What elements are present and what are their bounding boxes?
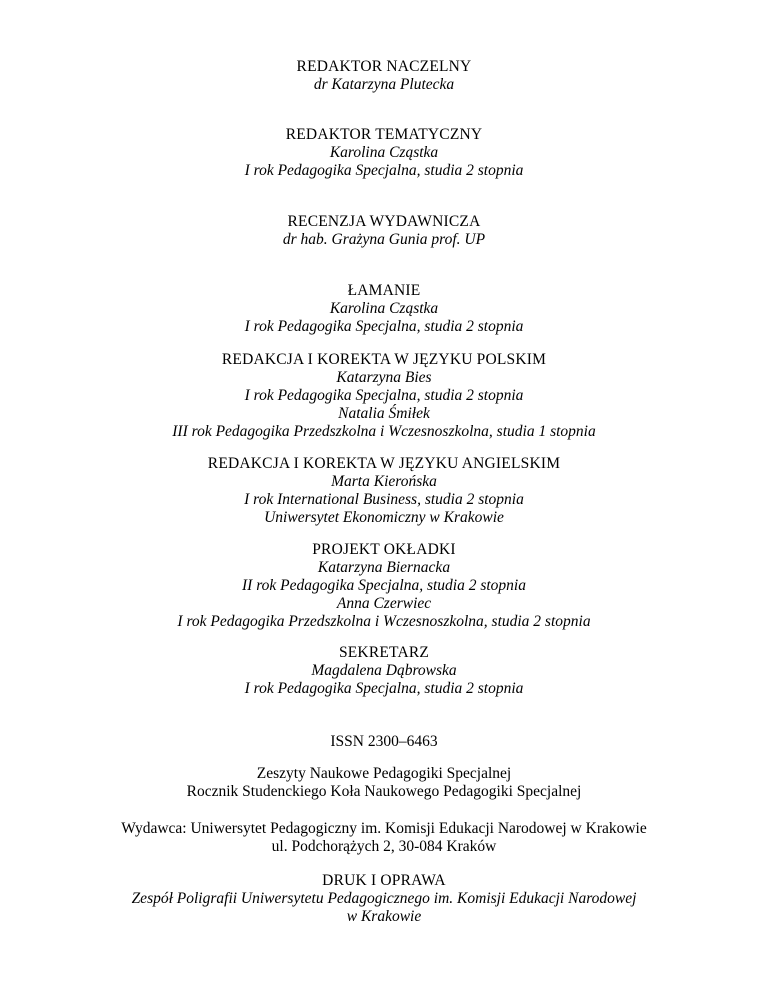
person-affiliation: I rok Pedagogika Specjalna, studia 2 stopnia [244,162,524,179]
printer-location: w Krakowie [346,908,422,925]
person-name: Katarzyna Biernacka [317,559,451,576]
publisher-address: ul. Podchorążych 2, 30-084 Kraków [271,838,497,855]
section-secretary [0,644,768,698]
section-heading: PROJEKT OKŁADKI [312,541,456,558]
section-thematic-editor [0,126,768,180]
person-name: Katarzyna Bies [336,369,432,386]
person-name: Natalia Śmiłek [338,405,430,422]
person-affiliation: III rok Pedagogika Przedszkolna i Wczesnoszkolna, studia 1 stopnia [172,423,596,440]
person-affiliation: I rok Pedagogika Specjalna, studia 2 stopnia [244,387,524,404]
person-affiliation: Uniwersytet Ekonomiczny w Krakowie [264,509,504,526]
person-name: Magdalena Dąbrowska [311,662,457,679]
section-heading: REDAKCJA I KOREKTA W JĘZYKU POLSKIM [221,351,547,368]
person-name: Karolina Cząstka [329,144,439,161]
section-publisher-review [0,213,768,249]
section-heading: DRUK I OPRAWA [322,872,446,889]
person-name: dr hab. Grażyna Gunia prof. UP [282,231,486,248]
person-affiliation: I rok International Business, studia 2 stopnia [244,491,524,508]
issn-text: ISSN 2300–6463 [330,733,438,750]
section-printing [0,872,768,926]
person-affiliation: I rok Pedagogika Specjalna, studia 2 stopnia [244,318,524,335]
person-affiliation: I rok Pedagogika Przedszkolna i Wczesnoszkolna, studia 2 stopnia [177,613,591,630]
section-polish-editing [0,351,768,441]
section-heading: ŁAMANIE [347,282,421,299]
section-heading: SEKRETARZ [338,644,430,661]
section-heading: REDAKCJA I KOREKTA W JĘZYKU ANGIELSKIM [207,455,561,472]
person-affiliation: I rok Pedagogika Specjalna, studia 2 stopnia [244,680,524,697]
section-cover-design [0,541,768,631]
person-name: Karolina Cząstka [329,300,439,317]
person-affiliation: II rok Pedagogika Specjalna, studia 2 stopnia [242,577,526,594]
person-name: dr Katarzyna Plutecka [313,76,455,93]
journal-subtitle: Rocznik Studenckiego Koła Naukowego Pedagogiki Specjalnej [186,783,582,800]
publisher-name: Wydawca: Uniwersytet Pedagogiczny im. Komisji Edukacji Narodowej w Krakowie [121,820,647,837]
printer-name: Zespół Poligrafii Uniwersytetu Pedagogicznego im. Komisji Edukacji Narodowej [131,890,637,907]
section-heading: RECENZJA WYDAWNICZA [287,213,481,230]
section-typesetting [0,282,768,336]
journal-title-block [0,765,768,801]
section-editor-in-chief [0,58,768,94]
section-heading: REDAKTOR TEMATYCZNY [285,126,483,143]
publisher-block [0,820,768,856]
person-name: Anna Czerwiec [336,595,432,612]
journal-title: Zeszyty Naukowe Pedagogiki Specjalnej [256,765,512,782]
person-name: Marta Kierońska [331,473,437,490]
section-heading: REDAKTOR NACZELNY [296,58,472,75]
section-english-editing [0,455,768,527]
issn-number [0,733,768,751]
